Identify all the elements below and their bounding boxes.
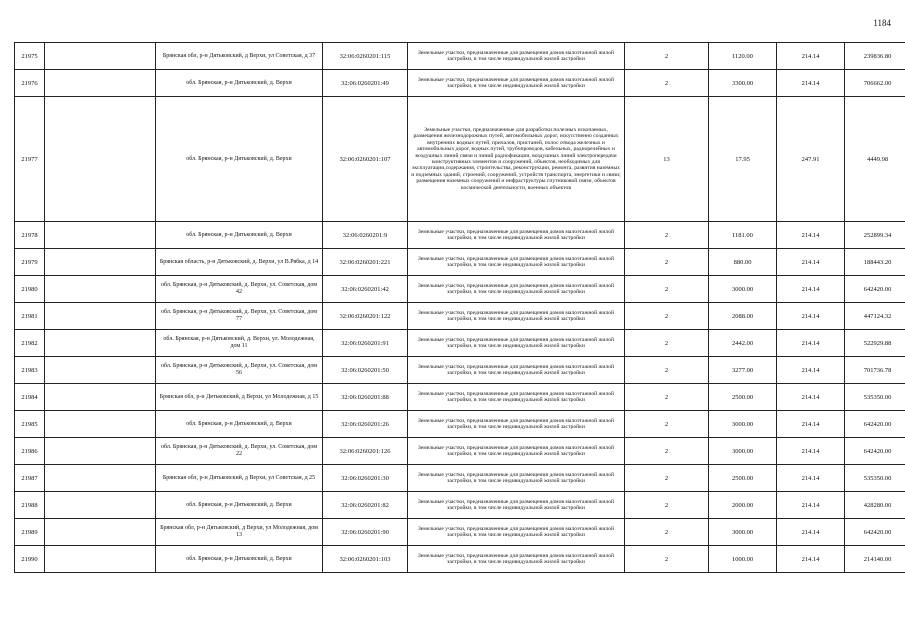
category-code-cell: 2	[625, 330, 709, 357]
permitted-use-cell: Земельные участки, предназначенные для разработки полезных ископаемых, размещения железнодорожных путей, автомобильных дорог, искусственно созданных внутренних водных путей, причалов, пристаней, полос отвода железных и автомобильных дорог, водных путей, трубопроводов, кабельных, радиорелейных и воздушных линий связи и линий радиофикации, воздушных линий электропередачи конструктивных элементов и сооружений, объектов, необходимых для эксплуатации,содержания, строительства, реконструкции, ремонта, развития наземных и подземных зданий, строений, сооружений, устройств транспорта, энергетики и связи; размещения наземных сооружений и инфраструктуры спутниковой связи, объектов космической деятельности, военных объектов	[408, 97, 625, 222]
specific-value-cell: 214.14	[777, 330, 845, 357]
permitted-use-cell: Земельные участки, предназначенные для размещения домов малоэтажной жилой застройки, в том числе индивидуальной жилой застройки	[408, 492, 625, 519]
cadastral-number-cell: 32:06:0260201:107	[323, 97, 408, 222]
row-number-cell: 21985	[15, 411, 45, 438]
specific-value-cell: 247.91	[777, 97, 845, 222]
specific-value-cell: 214.14	[777, 492, 845, 519]
row-number-cell: 21983	[15, 357, 45, 384]
address-cell: обл. Брянская, р-н Дятьковский, д. Верхи, ул. Советская, дом 56	[156, 357, 323, 384]
table-row	[15, 330, 905, 357]
table-row	[15, 411, 905, 438]
cadastral-value-cell: 239836.80	[845, 43, 905, 70]
cadastral-number-cell: 32:06:0260201:9	[323, 222, 408, 249]
area-cell: 3000.00	[709, 519, 777, 546]
specific-value-cell: 214.14	[777, 357, 845, 384]
cadastral-number-cell: 32:06:0260201:82	[323, 492, 408, 519]
address-cell: обл. Брянская, р-н Дятьковский, д. Верхи	[156, 97, 323, 222]
table-row	[15, 384, 905, 411]
empty-cell	[45, 357, 156, 384]
specific-value-cell: 214.14	[777, 465, 845, 492]
table-row	[15, 546, 905, 573]
row-number-cell: 21984	[15, 384, 45, 411]
permitted-use-cell: Земельные участки, предназначенные для размещения домов малоэтажной жилой застройки, в том числе индивидуальной жилой застройки	[408, 222, 625, 249]
row-number-cell: 21988	[15, 492, 45, 519]
category-code-cell: 2	[625, 492, 709, 519]
cadastral-number-cell: 32:06:0260201:91	[323, 330, 408, 357]
specific-value-cell: 214.14	[777, 438, 845, 465]
specific-value-cell: 214.14	[777, 43, 845, 70]
address-cell: Брянская обл, р-н Дятьковский, д Верхи, ул Молодежная, дом 13	[156, 519, 323, 546]
category-code-cell: 2	[625, 519, 709, 546]
row-number-cell: 21982	[15, 330, 45, 357]
row-number-cell: 21977	[15, 97, 45, 222]
category-code-cell: 2	[625, 357, 709, 384]
cadastral-value-cell: 252899.34	[845, 222, 905, 249]
permitted-use-cell: Земельные участки, предназначенные для размещения домов малоэтажной жилой застройки, в том числе индивидуальной жилой застройки	[408, 438, 625, 465]
cadastral-number-cell: 32:06:0260201:88	[323, 384, 408, 411]
cadastral-value-cell: 642420.00	[845, 519, 905, 546]
row-number-cell: 21978	[15, 222, 45, 249]
empty-cell	[45, 465, 156, 492]
row-number-cell: 21980	[15, 276, 45, 303]
address-cell: обл. Брянская, р-н Дятьковский, д. Верхи	[156, 546, 323, 573]
row-number-cell: 21981	[15, 303, 45, 330]
area-cell: 3300.00	[709, 70, 777, 97]
area-cell: 3000.00	[709, 276, 777, 303]
cadastral-number-cell: 32:06:0260201:103	[323, 546, 408, 573]
cadastral-value-cell: 535350.00	[845, 384, 905, 411]
category-code-cell: 2	[625, 411, 709, 438]
cadastral-value-cell: 4449.98	[845, 97, 905, 222]
address-cell: обл. Брянская, р-н Дятьковский, д. Верхи	[156, 492, 323, 519]
table-row	[15, 492, 905, 519]
address-cell: Брянская обл, р-н Дятьковский, д Верхи, ул Советская, д 25	[156, 465, 323, 492]
permitted-use-cell: Земельные участки, предназначенные для размещения домов малоэтажной жилой застройки, в том числе индивидуальной жилой застройки	[408, 465, 625, 492]
cadastral-number-cell: 32:06:0260201:42	[323, 276, 408, 303]
area-cell: 2500.00	[709, 384, 777, 411]
empty-cell	[45, 330, 156, 357]
empty-cell	[45, 276, 156, 303]
category-code-cell: 2	[625, 276, 709, 303]
specific-value-cell: 214.14	[777, 303, 845, 330]
empty-cell	[45, 519, 156, 546]
address-cell: обл. Брянская, р-н Дятьковский, д. Верхи, ул. Молодежная, дом 11	[156, 330, 323, 357]
empty-cell	[45, 43, 156, 70]
empty-cell	[45, 438, 156, 465]
cadastral-number-cell: 32:06:0260201:49	[323, 70, 408, 97]
cadastral-value-cell: 447124.32	[845, 303, 905, 330]
address-cell: обл. Брянская, р-н Дятьковский, д. Верхи, ул. Советская, дом 22	[156, 438, 323, 465]
address-cell: обл. Брянская, р-н Дятьковский, д. Верхи	[156, 411, 323, 438]
row-number-cell: 21979	[15, 249, 45, 276]
address-cell: обл. Брянская, р-н Дятьковский, д. Верхи	[156, 222, 323, 249]
area-cell: 2500.00	[709, 465, 777, 492]
cadastral-number-cell: 32:06:0260201:90	[323, 519, 408, 546]
table-row	[15, 303, 905, 330]
category-code-cell: 2	[625, 222, 709, 249]
cadastral-number-cell: 32:06:0260201:30	[323, 465, 408, 492]
permitted-use-cell: Земельные участки, предназначенные для размещения домов малоэтажной жилой застройки, в том числе индивидуальной жилой застройки	[408, 303, 625, 330]
row-number-cell: 21987	[15, 465, 45, 492]
empty-cell	[45, 492, 156, 519]
empty-cell	[45, 97, 156, 222]
permitted-use-cell: Земельные участки, предназначенные для размещения домов малоэтажной жилой застройки, в том числе индивидуальной жилой застройки	[408, 546, 625, 573]
table-row	[15, 97, 905, 222]
permitted-use-cell: Земельные участки, предназначенные для размещения домов малоэтажной жилой застройки, в том числе индивидуальной жилой застройки	[408, 357, 625, 384]
category-code-cell: 2	[625, 384, 709, 411]
permitted-use-cell: Земельные участки, предназначенные для размещения домов малоэтажной жилой застройки, в том числе индивидуальной жилой застройки	[408, 519, 625, 546]
table-row	[15, 357, 905, 384]
address-cell: обл. Брянская, р-н Дятьковский, д. Верхи, ул. Советская, дом 77	[156, 303, 323, 330]
permitted-use-cell: Земельные участки, предназначенные для размещения домов малоэтажной жилой застройки, в том числе индивидуальной жилой застройки	[408, 411, 625, 438]
category-code-cell: 2	[625, 43, 709, 70]
row-number-cell: 21989	[15, 519, 45, 546]
table-row	[15, 222, 905, 249]
category-code-cell: 2	[625, 303, 709, 330]
address-cell: Брянская обл, р-н Дятьковский, д Верхи, ул Советская, д 37	[156, 43, 323, 70]
address-cell: обл. Брянская, р-н Дятьковский, д. Верхи, ул. Советская, дом 42	[156, 276, 323, 303]
empty-cell	[45, 384, 156, 411]
empty-cell	[45, 546, 156, 573]
specific-value-cell: 214.14	[777, 249, 845, 276]
permitted-use-cell: Земельные участки, предназначенные для размещения домов малоэтажной жилой застройки, в том числе индивидуальной жилой застройки	[408, 276, 625, 303]
area-cell: 3000.00	[709, 438, 777, 465]
table-row	[15, 465, 905, 492]
category-code-cell: 2	[625, 438, 709, 465]
cadastral-number-cell: 32:06:0260201:115	[323, 43, 408, 70]
specific-value-cell: 214.14	[777, 384, 845, 411]
cadastral-number-cell: 32:06:0260201:50	[323, 357, 408, 384]
area-cell: 2088.00	[709, 303, 777, 330]
cadastral-number-cell: 32:06:0260201:221	[323, 249, 408, 276]
area-cell: 1120.00	[709, 43, 777, 70]
empty-cell	[45, 303, 156, 330]
table-body	[15, 43, 905, 573]
category-code-cell: 13	[625, 97, 709, 222]
specific-value-cell: 214.14	[777, 70, 845, 97]
cadastral-value-cell: 701736.78	[845, 357, 905, 384]
area-cell: 880.00	[709, 249, 777, 276]
permitted-use-cell: Земельные участки, предназначенные для размещения домов малоэтажной жилой застройки, в том числе индивидуальной жилой застройки	[408, 70, 625, 97]
area-cell: 17.95	[709, 97, 777, 222]
table-row	[15, 276, 905, 303]
cadastral-value-cell: 642420.00	[845, 276, 905, 303]
cadastral-number-cell: 32:06:0260201:126	[323, 438, 408, 465]
cadastral-value-cell: 535350.00	[845, 465, 905, 492]
cadastral-value-cell: 706662.00	[845, 70, 905, 97]
category-code-cell: 2	[625, 249, 709, 276]
page-number: 1184	[873, 18, 891, 28]
category-code-cell: 2	[625, 465, 709, 492]
table-row	[15, 70, 905, 97]
cadastral-number-cell: 32:06:0260201:26	[323, 411, 408, 438]
empty-cell	[45, 70, 156, 97]
empty-cell	[45, 222, 156, 249]
table-row	[15, 249, 905, 276]
cadastral-value-cell: 522929.88	[845, 330, 905, 357]
cadastral-number-cell: 32:06:0260201:122	[323, 303, 408, 330]
area-cell: 1000.00	[709, 546, 777, 573]
specific-value-cell: 214.14	[777, 276, 845, 303]
table-row	[15, 438, 905, 465]
cadastral-value-cell: 188443.20	[845, 249, 905, 276]
address-cell: обл. Брянская, р-н Дятьковский, д. Верхи	[156, 70, 323, 97]
row-number-cell: 21990	[15, 546, 45, 573]
address-cell: Брянская область, р-н Дятьковский, д. Верхи, ул В.Рябка, д 14	[156, 249, 323, 276]
area-cell: 2442.00	[709, 330, 777, 357]
area-cell: 2000.00	[709, 492, 777, 519]
row-number-cell: 21986	[15, 438, 45, 465]
cadastral-value-cell: 428280.00	[845, 492, 905, 519]
table-row	[15, 43, 905, 70]
address-cell: Брянская обл, р-н Дятьковский, д Верхи, ул Молодежная, д 15	[156, 384, 323, 411]
cadastral-value-cell: 642420.00	[845, 411, 905, 438]
area-cell: 3000.00	[709, 411, 777, 438]
permitted-use-cell: Земельные участки, предназначенные для размещения домов малоэтажной жилой застройки, в том числе индивидуальной жилой застройки	[408, 330, 625, 357]
cadastral-value-cell: 642420.00	[845, 438, 905, 465]
category-code-cell: 2	[625, 546, 709, 573]
specific-value-cell: 214.14	[777, 222, 845, 249]
area-cell: 1181.00	[709, 222, 777, 249]
specific-value-cell: 214.14	[777, 546, 845, 573]
permitted-use-cell: Земельные участки, предназначенные для размещения домов малоэтажной жилой застройки, в том числе индивидуальной жилой застройки	[408, 43, 625, 70]
row-number-cell: 21976	[15, 70, 45, 97]
cadastral-value-cell: 214140.00	[845, 546, 905, 573]
empty-cell	[45, 249, 156, 276]
permitted-use-cell: Земельные участки, предназначенные для размещения домов малоэтажной жилой застройки, в том числе индивидуальной жилой застройки	[408, 249, 625, 276]
row-number-cell: 21975	[15, 43, 45, 70]
area-cell: 3277.00	[709, 357, 777, 384]
category-code-cell: 2	[625, 70, 709, 97]
permitted-use-cell: Земельные участки, предназначенные для размещения домов малоэтажной жилой застройки, в том числе индивидуальной жилой застройки	[408, 384, 625, 411]
empty-cell	[45, 411, 156, 438]
cadastral-value-table	[14, 42, 905, 573]
table-row	[15, 519, 905, 546]
specific-value-cell: 214.14	[777, 519, 845, 546]
specific-value-cell: 214.14	[777, 411, 845, 438]
